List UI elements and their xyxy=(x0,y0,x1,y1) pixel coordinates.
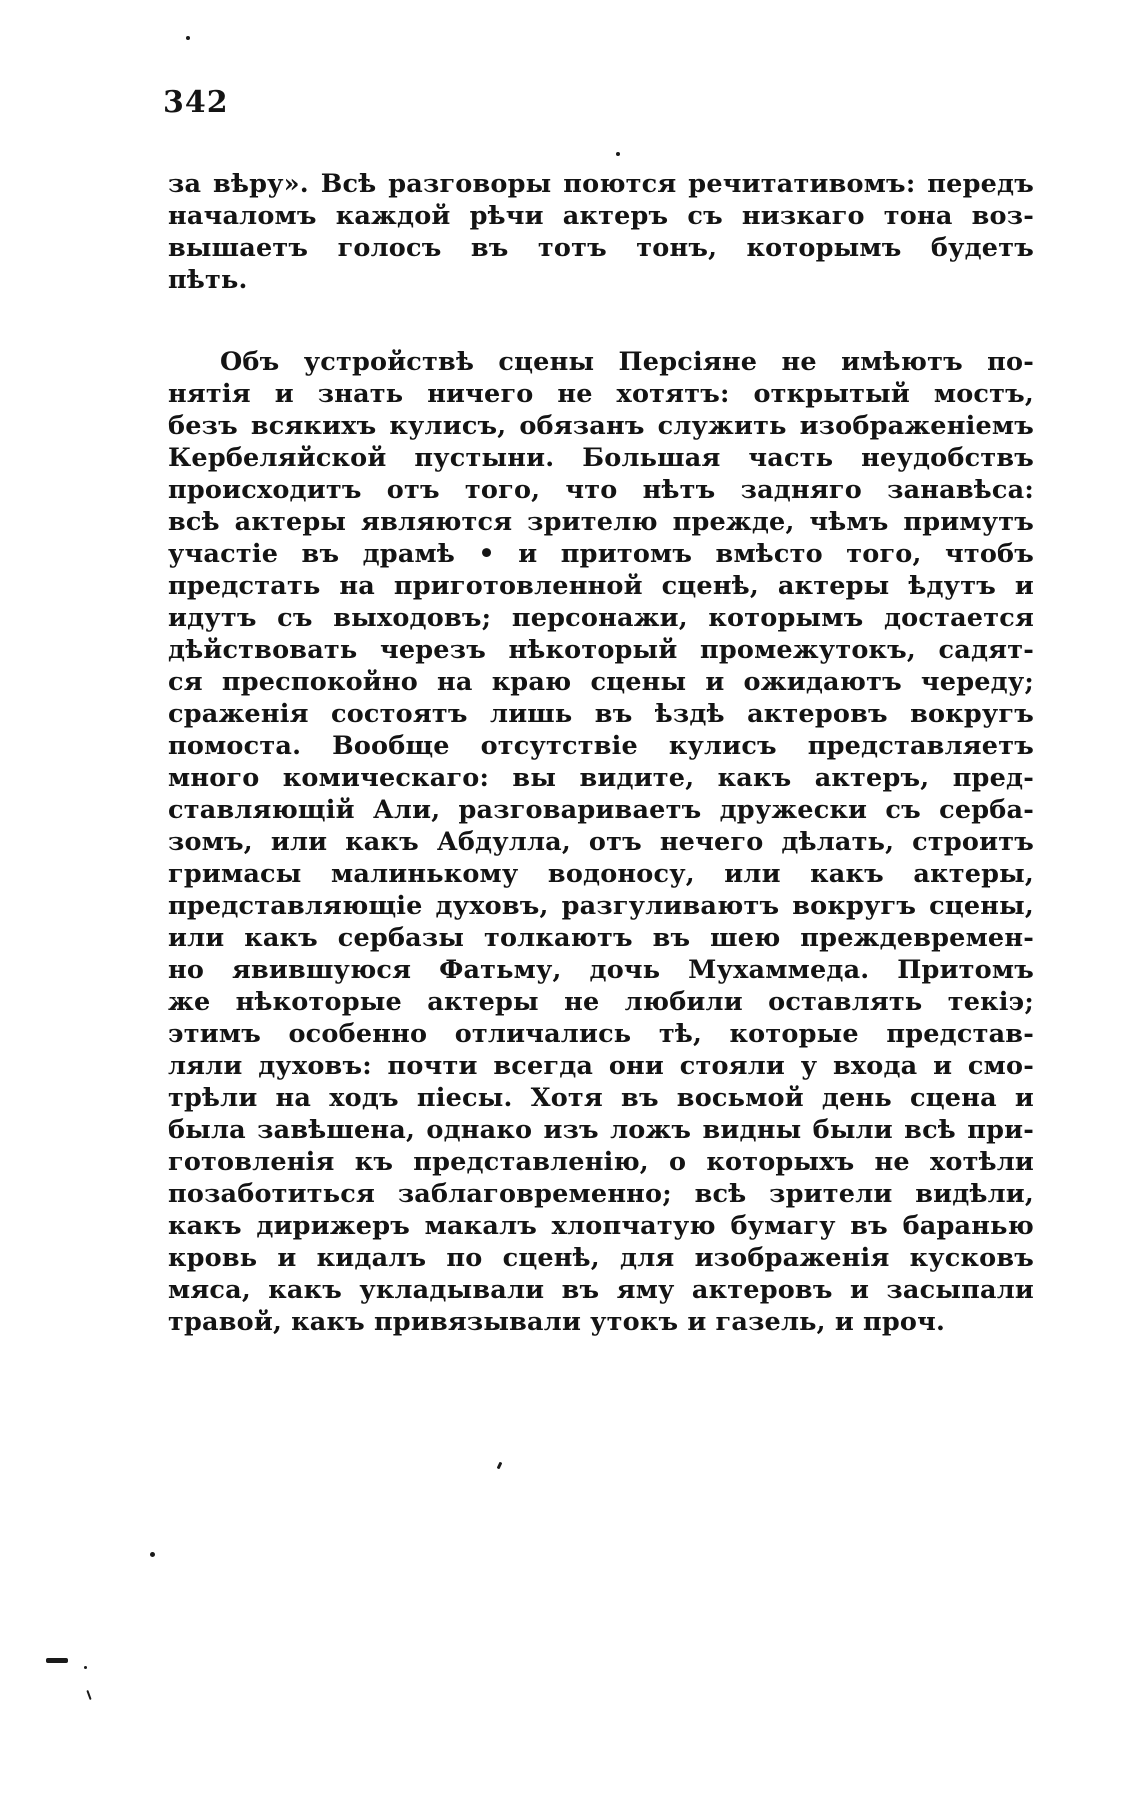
text-line: трѣли на ходъ піесы. Хотя въ восьмой день сцена и xyxy=(168,1083,1034,1113)
text-line: представляющіе духовъ, разгуливаютъ вокругъ сцены, xyxy=(168,891,1034,921)
ink-speck xyxy=(150,1552,155,1557)
ink-speck xyxy=(86,1690,91,1700)
text-line: Кербеляйской пустыни. Большая часть неудобствъ xyxy=(168,443,1034,473)
text-line: участіе въ драмѣ • и притомъ вмѣсто того, чтобъ xyxy=(168,539,1034,569)
ink-speck xyxy=(186,36,190,40)
paragraph-stage-description xyxy=(168,346,1034,1338)
paragraph-continuation xyxy=(168,168,1034,296)
text-line: ляли духовъ: почти всегда они стояли у входа и смо- xyxy=(168,1051,1034,1081)
text-line: вышаетъ голосъ въ тотъ тонъ, которымъ будетъ xyxy=(168,233,1034,263)
text-line: нятія и знать ничего не хотятъ: открытый мостъ, xyxy=(168,379,1034,409)
text-line: всѣ актеры являются зрителю прежде, чѣмъ примутъ xyxy=(168,507,1034,537)
text-line: была завѣшена, однако изъ ложъ видны были всѣ при- xyxy=(168,1115,1034,1145)
text-line: гримасы малинькому водоносу, или какъ актеры, xyxy=(168,859,1034,889)
text-line: или какъ сербазы толкаютъ въ шею преждевремен- xyxy=(168,923,1034,953)
text-line: травой, какъ привязывали утокъ и газель, и проч. xyxy=(168,1307,946,1337)
text-line: за вѣру». Всѣ разговоры поются речитативомъ: передъ xyxy=(168,169,1034,199)
ink-speck xyxy=(84,1666,87,1669)
text-line: сраженія состоятъ лишь въ ѣздѣ актеровъ вокругъ xyxy=(168,699,1034,729)
text-line: позаботиться заблаговременно; всѣ зрители видѣли, xyxy=(168,1179,1034,1209)
text-line: зомъ, или какъ Абдулла, отъ нечего дѣлать, строитъ xyxy=(168,827,1034,857)
text-line: ся преспокойно на краю сцены и ожидаютъ череду; xyxy=(168,667,1034,697)
text-line: происходитъ отъ того, что нѣтъ задняго занавѣса: xyxy=(168,475,1034,505)
ink-speck xyxy=(46,1658,68,1663)
text-line: началомъ каждой рѣчи актеръ съ низкаго тона воз- xyxy=(168,201,1034,231)
text-line: же нѣкоторые актеры не любили оставлять текіэ; xyxy=(168,987,1034,1017)
text-line: какъ дирижеръ макалъ хлопчатую бумагу въ баранью xyxy=(168,1211,1034,1241)
text-line: мяса, какъ укладывали въ яму актеровъ и засыпали xyxy=(168,1275,1034,1305)
ink-speck xyxy=(616,152,620,156)
text-line: ставляющій Али, разговариваетъ дружески съ серба- xyxy=(168,795,1034,825)
text-line: много комическаго: вы видите, какъ актеръ, пред- xyxy=(168,763,1034,793)
ink-speck xyxy=(497,1462,503,1470)
text-line: дѣйствовать черезъ нѣкоторый промежутокъ, садят- xyxy=(168,635,1034,665)
text-line: Объ устройствѣ сцены Персіяне не имѣютъ по- xyxy=(220,347,1034,377)
text-line: помоста. Вообще отсутствіе кулисъ представляетъ xyxy=(168,731,1034,761)
text-line: идутъ съ выходовъ; персонажи, которымъ достается xyxy=(168,603,1034,633)
text-line: кровь и кидалъ по сценѣ, для изображенія кусковъ xyxy=(168,1243,1034,1273)
text-line: пѣть. xyxy=(168,265,248,295)
text-line: безъ всякихъ кулисъ, обязанъ служить изображеніемъ xyxy=(168,411,1034,441)
page-number: 342 xyxy=(163,85,229,120)
text-line: предстать на приготовленной сценѣ, актеры ѣдутъ и xyxy=(168,571,1034,601)
text-line: готовленія къ представленію, о которыхъ не хотѣли xyxy=(168,1147,1034,1177)
text-line: этимъ особенно отличались тѣ, которые представ- xyxy=(168,1019,1034,1049)
text-line: но явившуюся Фатьму, дочь Мухаммеда. Притомъ xyxy=(168,955,1034,985)
